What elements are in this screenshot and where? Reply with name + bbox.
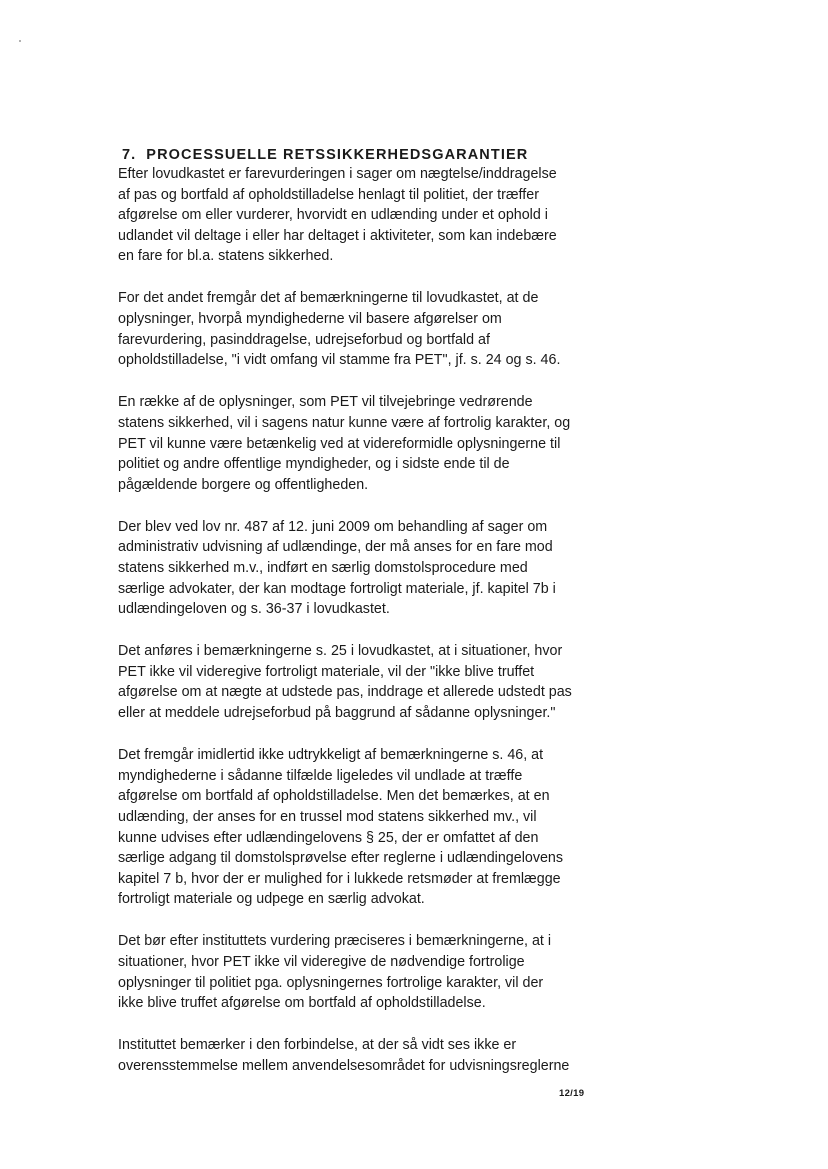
- text-line: Instituttet bemærker i den forbindelse, at der så vidt ses ikke er: [118, 1037, 517, 1054]
- text-line: Der blev ved lov nr. 487 af 12. juni 2009 om behandling af sager om: [118, 518, 548, 535]
- text-line: kunne udvises efter udlændingelovens § 25, der er omfattet af den: [118, 829, 539, 846]
- paragraph: [118, 745, 588, 910]
- text-line: politiet og andre offentlige myndigheder, og i sidste ende til de: [118, 456, 510, 473]
- text-line: udlændingeloven og s. 36-37 i lovudkastet.: [118, 601, 390, 618]
- text-line: En række af de oplysninger, som PET vil tilvejebringe vedrørende: [118, 394, 533, 411]
- text-line: For det andet fremgår det af bemærkningerne til lovudkastet, at de: [118, 290, 539, 307]
- text-line: Det anføres i bemærkningerne s. 25 i lovudkastet, at i situationer, hvor: [118, 643, 563, 660]
- text-line: PET ikke vil videregive fortroligt materiale, vil der "ikke blive truffet: [118, 663, 535, 680]
- text-line: ikke blive truffet afgørelse om bortfald af opholdstilladelse.: [118, 995, 486, 1012]
- text-line: situationer, hvor PET ikke vil videregive de nødvendige fortrolige: [118, 954, 525, 970]
- text-line: kapitel 7 b, hvor der er mulighed for i lukkede retsmøder at fremlægge: [118, 870, 561, 887]
- text-line: statens sikkerhed m.v., indført en særlig domstolsprocedure med: [118, 560, 528, 576]
- text-line: myndighederne i sådanne tilfælde ligeledes vil undlade at træffe: [118, 767, 523, 784]
- text-line: af pas og bortfald af opholdstilladelse henlagt til politiet, der træffer: [118, 186, 539, 203]
- text-line: udlænding, der anses for en trussel mod statens sikkerhed mv., vil: [118, 808, 537, 825]
- text-line: overensstemmelse mellem anvendelsesområdet for udvisningsreglerne: [118, 1057, 570, 1074]
- paragraph: [118, 1035, 588, 1076]
- paragraph: [118, 288, 588, 370]
- paragraph: [118, 164, 588, 267]
- text-line: særlige adgang til domstolsprøvelse efter reglerne i udlændingelovens: [118, 850, 564, 867]
- text-line: Efter lovudkastet er farevurderingen i sager om nægtelse/inddragelse: [118, 166, 557, 182]
- paragraph: [118, 931, 588, 1013]
- section-heading: [122, 147, 528, 163]
- section-number: 7.: [122, 147, 137, 163]
- text-line: særlige advokater, der kan modtage fortroligt materiale, jf. kapitel 7b i: [118, 580, 556, 597]
- text-line: udlandet vil deltage i eller har deltaget i aktiviteter, som kan indebære: [118, 227, 557, 244]
- text-line: Det fremgår imidlertid ikke udtrykkeligt af bemærkningerne s. 46, at: [118, 747, 544, 764]
- text-line: eller at meddele udrejseforbud på baggrund af sådanne oplysninger.": [118, 705, 556, 722]
- body-text: [118, 164, 588, 1098]
- text-line: Det bør efter instituttets vurdering præciseres i bemærkningerne, at i: [118, 933, 552, 950]
- text-line: statens sikkerhed, vil i sagens natur kunne være af fortrolig karakter, og: [118, 414, 571, 431]
- text-line: afgørelse om at nægte at udstede pas, inddrage et allerede udstedt pas: [118, 684, 572, 701]
- text-line: administrativ udvisning af udlændinge, der må anses for en fare mod: [118, 539, 553, 556]
- paragraph: [118, 517, 588, 620]
- paragraph: [118, 641, 588, 723]
- scan-speck: [19, 40, 21, 42]
- text-line: oplysninger, hvorpå myndighederne vil basere afgørelser om: [118, 311, 502, 328]
- text-line: PET vil kunne være betænkelig ved at videreformidle oplysningerne til: [118, 435, 561, 452]
- text-line: oplysninger til politiet pga. oplysningernes fortrolige karakter, vil der: [118, 974, 544, 991]
- text-line: fortroligt materiale og udpege en særlig advokat.: [118, 891, 425, 908]
- text-line: afgørelse om bortfald af opholdstilladelse. Men det bemærkes, at en: [118, 788, 550, 805]
- section-title: PROCESSUELLE RETSSIKKERHEDSGARANTIER: [146, 147, 529, 163]
- text-line: afgørelse om eller vurderer, hvorvidt en udlænding under et ophold i: [118, 207, 548, 224]
- page-number: 12/19: [559, 1088, 585, 1099]
- text-line: opholdstilladelse, "i vidt omfang vil stamme fra PET", jf. s. 24 og s. 46.: [118, 352, 561, 369]
- text-line: en fare for bl.a. statens sikkerhed.: [118, 248, 334, 265]
- text-line: pågældende borgere og offentligheden.: [118, 476, 369, 493]
- paragraph: [118, 392, 588, 495]
- text-line: farevurdering, pasinddragelse, udrejseforbud og bortfald af: [118, 331, 490, 348]
